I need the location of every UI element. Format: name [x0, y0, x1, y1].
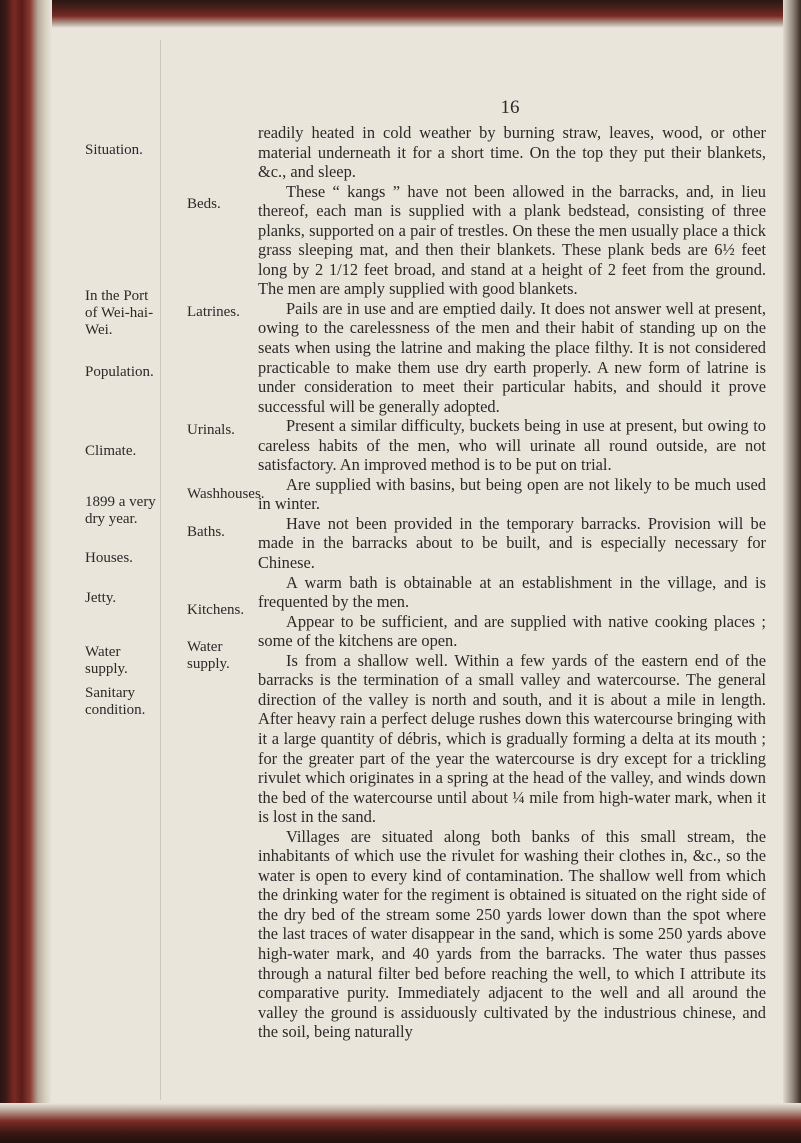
margin-note-jetty: Jetty.: [85, 590, 117, 606]
page-bottom-edge: [0, 1103, 801, 1143]
paragraph: Villages are situated along both banks of this small stream, the inhabitants of which use the rivulet for washing their clothes in, &c., so the water is open to every kind of contamination. The shallow well from which the drinking water for the regiment is obtained is situated on the right side of the dry bed of the stream some 250 yards lower down than the spot where the last traces of water disappear in the sand, which is some 250 yards above high-water mark, and 40 yards from the barracks. The water thus passes through a natural filter bed before reaching the well, to which I attribute its comparative purity. Immediately adjacent to the well and all around the valley the ground is assiduously cultivated by the industrious chinese, and the soil, being naturally: [258, 826, 766, 1042]
margin-note-port: In the Port of Wei-hai- Wei.: [85, 288, 154, 338]
body-text: [258, 123, 766, 1042]
margin-note-climate: Climate.: [85, 443, 137, 459]
paragraph: Is from a shallow well. Within a few yards of the eastern end of the barracks is the termination of a small valley and watercourse. The general direction of the valley is north and south, and it is about a mile in length. After heavy rain a perfect deluge rushes down this watercourse bringing with it a large quantity of débris, which is gradually forming a delta at its mouth ; for the greater part of the year the watercourse is dry except for a trickling rivulet which originates in a spring at the head of the valley, and winds down the bed of the watercourse until about ¼ mile from high-water mark, when it is lost in the sand.: [258, 650, 766, 827]
page-top-edge: [0, 0, 801, 28]
margin-note-water-supply: Water supply.: [85, 644, 128, 677]
margin-note-dry-year: 1899 a very dry year.: [85, 494, 156, 527]
paragraph: Appear to be sufficient, and are supplied with native cooking places ; some of the kitchens are open.: [258, 611, 766, 651]
page-right-edge: [783, 0, 801, 1143]
side-note-beds: Beds.: [187, 196, 221, 212]
margin-note-houses: Houses.: [85, 550, 133, 566]
side-note-kitchens: Kitchens.: [187, 602, 245, 618]
paragraph: Are supplied with basins, but being open are not likely to be much used in winter.: [258, 474, 766, 514]
margin-note-population: Population.: [85, 364, 154, 380]
side-note-water-supply: Water supply.: [187, 639, 230, 672]
side-note-latrines: Latrines.: [187, 304, 240, 320]
paragraph: Pails are in use and are emptied daily. It does not answer well at present, owing to the carelessness of the men and their habit of standing up on the seats when using the latrine and making the place filthy. It is not considered practicable to make them use dry earth properly. A new form of latrine is under consideration to meet their particular habits, and should it prove successful will be generally adopted.: [258, 298, 766, 416]
paragraph: Have not been provided in the temporary barracks. Provision will be made in the barracks about to be built, and is especially necessary for Chinese.: [258, 513, 766, 573]
page-binding-edge: [0, 0, 52, 1143]
paragraph: readily heated in cold weather by burning straw, leaves, wood, or other material underneath it for a short time. On the top they put their blankets, &c., and sleep.: [258, 123, 766, 182]
side-note-urinals: Urinals.: [187, 422, 235, 438]
side-note-washhouses: Washhouses.: [187, 486, 265, 502]
paragraph: These “ kangs ” have not been allowed in the barracks, and, in lieu thereof, each man is supplied with a plank bedstead, consisting of three planks, supported on a pair of trestles. On these the men usually place a thick grass sleeping mat, and then their blankets. These plank beds are 6½ feet long by 2 1/12 feet broad, and stand at a height of 2 feet from the ground. The men are amply supplied with good blankets.: [258, 181, 766, 299]
paragraph: A warm bath is obtainable at an establishment in the village, and is frequented by the men.: [258, 572, 766, 612]
side-note-baths: Baths.: [187, 524, 225, 540]
margin-note-sanitary: Sanitary condition.: [85, 685, 146, 718]
margin-rule: [160, 40, 161, 1100]
margin-note-situation: Situation.: [85, 142, 143, 158]
paragraph: Present a similar difficulty, buckets being in use at present, but owing to careless habits of the men, who will urinate all round outside, are not satisfactory. An improved method is to be put on trial.: [258, 416, 766, 475]
page-number: 16: [500, 97, 520, 118]
